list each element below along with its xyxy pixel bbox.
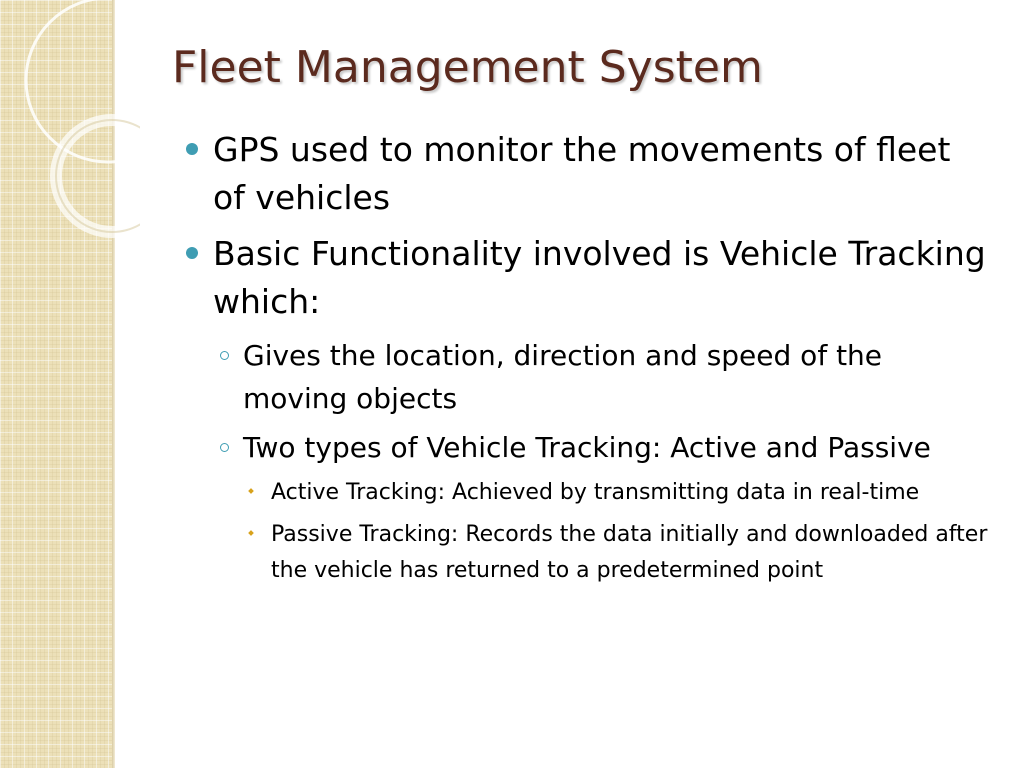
small-diamond-bullet-icon [248, 488, 254, 494]
decorative-rings-icon [0, 0, 140, 260]
hollow-circle-bullet-icon [220, 351, 229, 360]
filled-circle-bullet-icon [186, 247, 198, 259]
filled-circle-bullet-icon [186, 143, 198, 155]
sub-sub-bullet-text: Passive Tracking: Records the data initially and downloaded after the vehicle has returned to a predetermined point [271, 522, 988, 583]
bullet-item-basic-functionality [182, 230, 992, 326]
sub-bullet-item-tracking-types [182, 426, 992, 469]
bullet-text: Basic Functionality involved is Vehicle Tracking which: [213, 234, 986, 321]
hollow-circle-bullet-icon [220, 443, 229, 452]
sub-sub-bullet-text: Active Tracking: Achieved by transmitting data in real-time [271, 480, 920, 505]
bullet-item-gps [182, 126, 992, 222]
sub-sub-bullet-item-active-tracking [182, 475, 992, 511]
bullet-list [182, 126, 992, 595]
bullet-text: GPS used to monitor the movements of fleet of vehicles [213, 130, 951, 217]
sub-bullet-text: Two types of Vehicle Tracking: Active and Passive [243, 431, 931, 464]
small-diamond-bullet-icon [248, 530, 254, 536]
sub-sub-bullet-item-passive-tracking [182, 517, 992, 589]
sub-bullet-text: Gives the location, direction and speed of the moving objects [243, 339, 883, 415]
slide-title: Fleet Management System [172, 42, 763, 93]
sub-bullet-item-location [182, 334, 992, 420]
